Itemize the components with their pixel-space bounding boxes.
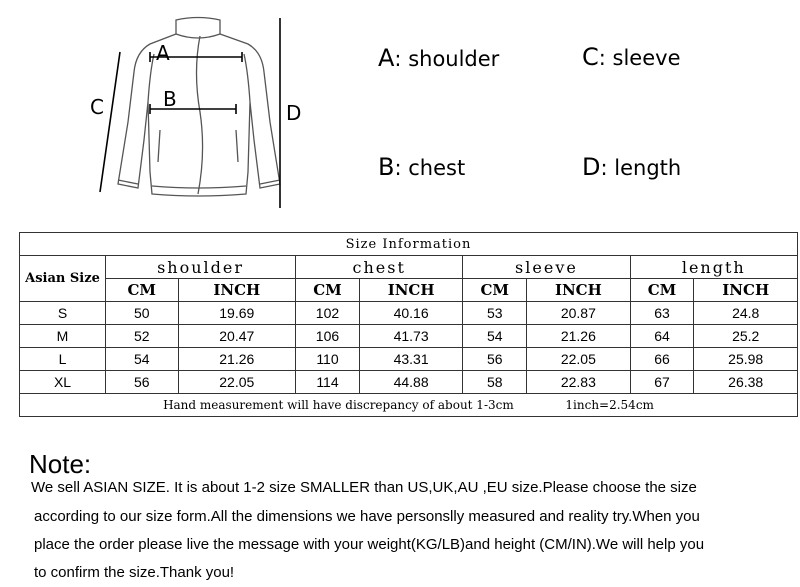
legend-chest bbox=[378, 153, 465, 181]
note-line: according to our size form.All the dimensions we have personslly measured and reality try.When you bbox=[34, 508, 700, 525]
value-cell: 63 bbox=[630, 302, 694, 325]
unit-header: INCH bbox=[694, 279, 798, 302]
table-footer bbox=[20, 394, 798, 417]
value-cell: 66 bbox=[630, 348, 694, 371]
value-cell: 64 bbox=[630, 325, 694, 348]
table-title: Size Information bbox=[20, 233, 798, 256]
table-row bbox=[20, 348, 798, 371]
unit-header: CM bbox=[463, 279, 527, 302]
value-cell: 25.2 bbox=[694, 325, 798, 348]
unit-header: CM bbox=[106, 279, 179, 302]
value-cell: 20.87 bbox=[527, 302, 630, 325]
unit-header: CM bbox=[296, 279, 360, 302]
note-title: Note: bbox=[29, 449, 92, 479]
value-cell: 56 bbox=[463, 348, 527, 371]
unit-header: INCH bbox=[527, 279, 630, 302]
label-a: A bbox=[156, 41, 170, 65]
jacket-outline-icon bbox=[118, 18, 280, 197]
value-cell: 54 bbox=[106, 348, 179, 371]
value-cell: 56 bbox=[106, 371, 179, 394]
footer-conversion: 1inch=2.54cm bbox=[565, 398, 654, 412]
value-cell: 114 bbox=[296, 371, 360, 394]
table-row bbox=[20, 371, 798, 394]
value-cell: 22.05 bbox=[178, 371, 296, 394]
legend-text: length bbox=[614, 156, 682, 180]
group-header-length: length bbox=[630, 256, 797, 279]
value-cell: 40.16 bbox=[359, 302, 462, 325]
value-cell: 26.38 bbox=[694, 371, 798, 394]
value-cell: 19.69 bbox=[178, 302, 296, 325]
value-cell: 67 bbox=[630, 371, 694, 394]
value-cell: 21.26 bbox=[527, 325, 630, 348]
value-cell: 21.26 bbox=[178, 348, 296, 371]
group-header-sleeve: sleeve bbox=[463, 256, 630, 279]
value-cell: 52 bbox=[106, 325, 179, 348]
unit-header: INCH bbox=[178, 279, 296, 302]
size-cell: M bbox=[20, 325, 106, 348]
note-line: We sell ASIAN SIZE. It is about 1-2 size SMALLER than US,UK,AU ,EU size.Please choose the size bbox=[31, 479, 697, 496]
value-cell: 22.83 bbox=[527, 371, 630, 394]
legend-text: chest bbox=[408, 156, 466, 180]
legend-sleeve bbox=[582, 43, 681, 71]
group-header-shoulder: shoulder bbox=[106, 256, 296, 279]
table-row bbox=[20, 325, 798, 348]
legend-text: shoulder bbox=[408, 47, 500, 71]
asian-size-header: Asian Size bbox=[20, 256, 106, 302]
legend-text: sleeve bbox=[612, 46, 681, 70]
value-cell: 53 bbox=[463, 302, 527, 325]
note-line: place the order please live the message with your weight(KG/LB)and height (CM/IN).We will help you bbox=[34, 536, 705, 553]
size-table bbox=[19, 232, 798, 417]
value-cell: 20.47 bbox=[178, 325, 296, 348]
legend-key: B bbox=[378, 153, 395, 181]
footer-discrepancy: Hand measurement will have discrepancy of about 1-3cm bbox=[163, 398, 514, 412]
legend-sep: : bbox=[598, 46, 606, 70]
jacket-diagram bbox=[88, 12, 318, 212]
note-line: to confirm the size.Thank you! bbox=[34, 564, 235, 581]
table-row bbox=[20, 302, 798, 325]
value-cell: 43.31 bbox=[359, 348, 462, 371]
value-cell: 106 bbox=[296, 325, 360, 348]
value-cell: 58 bbox=[463, 371, 527, 394]
label-b: B bbox=[163, 87, 177, 111]
legend-shoulder bbox=[378, 44, 499, 72]
value-cell: 110 bbox=[296, 348, 360, 371]
legend-key: A bbox=[378, 44, 395, 72]
legend-key: D bbox=[582, 153, 601, 181]
unit-header: CM bbox=[630, 279, 694, 302]
value-cell: 41.73 bbox=[359, 325, 462, 348]
value-cell: 54 bbox=[463, 325, 527, 348]
legend-sep: : bbox=[394, 47, 402, 71]
value-cell: 24.8 bbox=[694, 302, 798, 325]
label-c: C bbox=[90, 95, 104, 119]
value-cell: 44.88 bbox=[359, 371, 462, 394]
value-cell: 102 bbox=[296, 302, 360, 325]
size-cell: S bbox=[20, 302, 106, 325]
label-d: D bbox=[286, 101, 302, 125]
legend-sep: : bbox=[600, 156, 608, 180]
size-cell: XL bbox=[20, 371, 106, 394]
value-cell: 25.98 bbox=[694, 348, 798, 371]
unit-header: INCH bbox=[359, 279, 462, 302]
value-cell: 50 bbox=[106, 302, 179, 325]
legend-key: C bbox=[582, 43, 599, 71]
legend-length bbox=[582, 153, 681, 181]
value-cell: 22.05 bbox=[527, 348, 630, 371]
size-cell: L bbox=[20, 348, 106, 371]
group-header-chest: chest bbox=[296, 256, 463, 279]
legend-sep: : bbox=[394, 156, 402, 180]
